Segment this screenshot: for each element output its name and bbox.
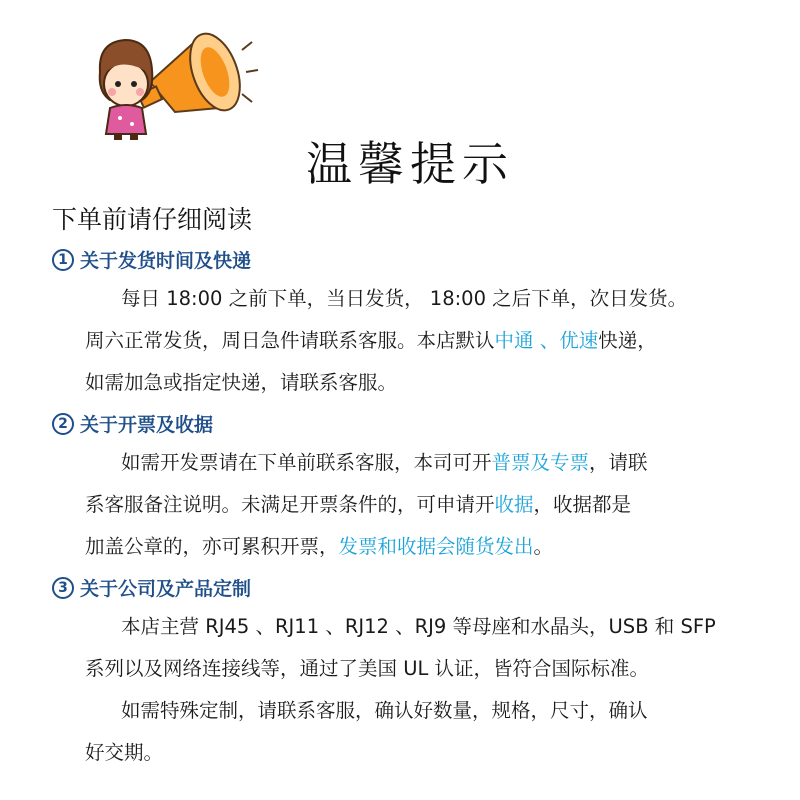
circled-number-3: 3 [52, 577, 74, 599]
section-2-line-1: 如需开发票请在下单前联系客服，本司可开普票及专票，请联 [121, 451, 648, 474]
section-3-body [85, 606, 755, 774]
invoice-type-highlight: 普票及专票 [491, 451, 590, 474]
section-1-line-1: 每日 18:00 之前下单，当日发货， 18:00 之后下单，次日发货。 [121, 287, 688, 310]
page-subtitle: 下单前请仔细阅读 [52, 205, 253, 234]
courier-highlight: 中通 、优速 [494, 329, 599, 352]
section-3-line-2: 系列以及网络连接线等，通过了美国 UL 认证，皆符合国际标准。 [85, 657, 650, 680]
section-3-heading [52, 574, 251, 601]
section-2-line-3: 加盖公章的，亦可累积开票，发票和收据会随货发出。 [85, 535, 554, 558]
section-2-heading [52, 410, 213, 437]
circled-number-1: 1 [52, 249, 74, 271]
megaphone-girl-illustration [80, 12, 270, 142]
section-1-line-3: 如需加急或指定快递，请联系客服。 [85, 371, 398, 394]
megaphone-icon [138, 27, 258, 117]
page-title: 温馨提示 [306, 137, 514, 191]
section-3-title: 关于公司及产品定制 [80, 578, 252, 600]
section-1-title: 关于发货时间及快递 [80, 250, 252, 272]
section-3-line-3: 如需特殊定制，请联系客服，确认好数量，规格，尺寸，确认 [121, 699, 648, 722]
section-3-line-1: 本店主营 RJ45 、RJ11 、RJ12 、RJ9 等母座和水晶头，USB 和 SFP [121, 615, 716, 638]
circled-number-2: 2 [52, 413, 74, 435]
receipt-highlight: 收据 [494, 493, 534, 516]
section-2-title: 关于开票及收据 [80, 414, 214, 436]
section-2-body [85, 442, 755, 568]
section-2-line-2: 系客服备注说明。未满足开票条件的，可申请开收据，收据都是 [85, 493, 632, 516]
section-1-heading [52, 246, 251, 273]
girl-figure [100, 40, 153, 140]
section-1-body [85, 278, 755, 404]
shipping-docs-highlight: 发票和收据会随货发出 [338, 535, 534, 558]
section-3-line-4: 好交期。 [85, 741, 164, 764]
section-1-line-2: 周六正常发货，周日急件请联系客服。本店默认中通 、优速快递， [85, 329, 657, 352]
